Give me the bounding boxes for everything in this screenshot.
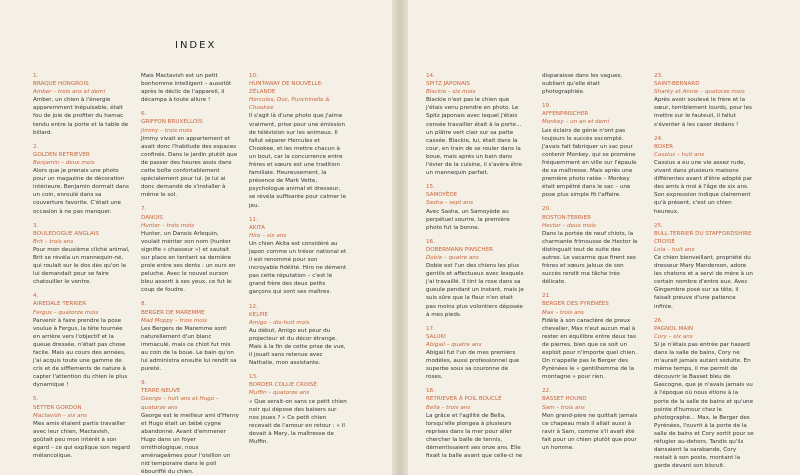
index-entry (426, 325, 524, 382)
entry-text: Après avoir soulevé le frère et la sœur, terriblement lourds, pour les mettre sur le fauteuil, il fallut s'éventer à les caser dedans ! (654, 97, 752, 128)
entry-owner: Jimmy – trois mois (141, 127, 193, 134)
entry-owner: Cory – six ans (654, 333, 693, 340)
entry-owner: Amigo – dix-huit mois (249, 319, 310, 326)
entry-text: Si je n'étais pas entrée par hasard dans la salle de bains, Cory ne m'aurait jamais autant séduite. En même temps, il me permit de découvrir le Basset bleu de Gascogne, que je n'avais jamais vu à l'époque où nous étions à la porte de la salle de bains et qu'une pointe d'humour chez le photographe… Max, le Berger des Pyrénées, l'ouvrit à la porte de la salle de bains et Cory sortit pour se réfugier au-dehors. Tandis qu'ils dansaient la sarabande, Cory restait à son poste, montant la garde devant son biscuit. (654, 341, 754, 470)
entry-number: 1. (33, 73, 39, 79)
column-4 (426, 72, 524, 466)
page-title: INDEX (175, 40, 217, 51)
entry-number: 20. (542, 206, 551, 213)
entry-title: BRAQUE HONGROIS (33, 81, 89, 88)
entry-owner: Brit – trois ans (33, 238, 74, 245)
entry-title: HUNTAWAY DE NOUVELLE-ZÉLANDE (249, 81, 324, 96)
entry-number: 2. (33, 143, 39, 150)
column-6 (654, 72, 754, 475)
entry-owner: Blackie – six mois (426, 89, 476, 96)
entry-owner: Sharky et Annie – quatorze mois (654, 89, 745, 96)
entry-text: Jimmy vivait en appartement et avait donc l'habitude des espaces confinés. Dans le jardin plutôt que de passer des heures assis dans cette boîte confortablement spécialement pour lui. Je lui ai donc demandé de s'installer à même le sol. (141, 135, 238, 199)
index-entry (141, 379, 239, 475)
index-entry (33, 222, 131, 287)
entry-title: GOLDEN RETRIEVER (33, 151, 90, 158)
entry-text: George est le meilleur ami d'Henry et Hugo était un bébé cygne abandonné. Avant d'emmener Hugo dans un foyer ornithologique, nous aménageâmes pour l'oisillon un nid temporaire dans le poil ébouriffé du chien. (141, 412, 239, 475)
entry-title: BERGER DES PYRÉNÉES (542, 301, 609, 308)
entry-text: Mais Mactavish est un petit bonhomme intelligent – aussitôt après le déclic de l'appareil, il décampa à toute allure ! (141, 73, 232, 104)
entry-owner: Hercules, Doc, Punchinello & Chookee (249, 97, 330, 112)
entry-owner: Hector – deux mois (542, 222, 596, 229)
entry-number: 18. (426, 388, 435, 395)
entry-text: Mon grand-père ne quittait jamais ce chapeau mais il allait aussi à ravir à Sam, comme s'il avait été fait pour un chien plutôt que pour un homme. (542, 412, 638, 452)
entry-title: AIREDALE TERRIER (33, 301, 87, 308)
entry-number: 10. (249, 73, 258, 79)
entry-number: 11. (249, 216, 258, 223)
entry-text: Amber, un chien à l'énergie apparemment inépuisable, était fou de joie de profiter du hamac tendu entre la porte et la table de billard. (33, 97, 129, 136)
entry-number: 26. (654, 317, 663, 324)
index-entry (249, 216, 347, 297)
index-entry (542, 292, 640, 381)
index-entry (654, 317, 754, 471)
entry-owner: Mad Moppy – trois mois (141, 317, 208, 324)
entry-number: 12. (249, 303, 258, 310)
index-entry (33, 143, 131, 216)
entry-title: SPITZ JAPONAIS (426, 81, 470, 88)
index-entry (141, 300, 239, 373)
entry-number: 19. (542, 103, 551, 110)
entry-owner: Hunter – trois mois (141, 222, 195, 229)
index-entry (33, 72, 131, 137)
entry-text: Mes amis étaient partis travailler avec leur chien, Mactavish, goûtait peu mon intérêt à son égard – ce qui explique son regard mélancolique. (33, 420, 130, 460)
entry-title: SALUKI (426, 333, 446, 340)
entry-owner: Max – trois ans (542, 309, 584, 316)
entry-number: 15. (426, 184, 435, 191)
index-entry (426, 238, 524, 319)
entry-title: SAINT-BERNARD (654, 81, 700, 88)
entry-number: 25. (654, 222, 663, 229)
entry-title: DANOIS (141, 214, 163, 221)
entry-owner: Fergus – quatorze mois (33, 309, 99, 316)
index-entry (249, 373, 347, 446)
entry-text: Cassius a eu une vie assez rude, vivant dans plusieurs maisons différentes avant d'être adopté par des amis à moi à l'âge de six ans. Son expression indique clairement qu'à présent, c'est un chien heureux. (654, 159, 753, 215)
entry-title: GRIFFON BRUXELLOIS (141, 119, 203, 126)
entry-title: KELPIE (249, 311, 268, 318)
entry-title: BULL-TERRIER DU STAFFORDSHIRE CROISÉ (654, 230, 752, 245)
index-entry (249, 72, 347, 210)
entry-owner: Abigail – quatre ans (426, 341, 482, 348)
entry-owner: Amber – trois ans et demi (33, 89, 106, 96)
entry-text: Il s'agit là d'une photo que j'aime vraiment, prise pour une émission de télévision sur les animaux. Il fallut séparer Hercules et Chookee, et les mettre chacun à un bout, car la concurrence entre frères et sœurs est une tradition familiale. Heureusement, la présence de Mark Vette, psychologue animal et dresseur, se révéla suffisante pour calmer le jeu. (249, 113, 347, 209)
entry-text: Au début, Amigo eut peur du projecteur et du décor étrange. Mais à la fin de cette prise de vue, il jouait sans retenue avec Nathalie, mon assistante. (249, 327, 346, 367)
entry-title: SAMOYÈDE (426, 192, 458, 199)
entry-text: Parvenir à faire prendre la pose voulue à Fergus, la tête tournée en arrière vers l'objectif et la queue dressée, n'était pas chose facile. Mais au cours des années, j'ai acquis toute une gamme de cris et de sifflements de nature à capter l'attention du chien le plus dynamique ! (33, 317, 128, 389)
entry-title: RETRIEVER À POIL BOUCLÉ (426, 396, 502, 403)
entry-title: TERRE-NEUVE (141, 388, 181, 395)
entry-text: Hunter, un Danois Arlequin, voulait mériter son nom (hunter signifie « chasseur ») et sautait sur place en tentant sa dernière proie entre ses dents : un ours en peluche. Avec le nouvel ourson bleu assorti à ses yeux, ce fut le coup de foudre. (141, 230, 236, 294)
entry-number: 22. (542, 388, 551, 395)
entry-number: 7. (141, 206, 147, 213)
column-1 (33, 72, 131, 466)
entry-owner: Hiro – six ans (249, 232, 287, 239)
entry-owner: Sam – trois ans (542, 404, 585, 411)
entry-text: Fidèle à son caractère de preux chevalier, Max n'eut aucun mal à rester en équilibre entre deux tas de pierres, bien que ce soit un exploit pour n'importe quel chien. On n'appelle pas le Berger des Pyrénées le « gentilhomme de la montagne » pour rien. (542, 317, 637, 381)
entry-text: Ce chien bienveillant, propriété du dresseur Mary Manderson, adore les chatons et a servi de mère à un certain nombre d'entre eux. Avec Gingembre posé sur sa tête, il faisait preuve d'une patience infinie. (654, 254, 753, 310)
entry-title: AFFENPINSCHER (542, 111, 589, 118)
entry-title: PAGNOL MAIN (654, 325, 694, 332)
entry-text: Alors que je prenais une photo pour un magazine de décoration intérieure, Benjamin dormait dans un coin, enroulé dans sa couverture favorite. C'était une occasion à ne pas manquer. (33, 168, 129, 215)
entry-number: 3. (33, 222, 39, 229)
column-2 (141, 72, 239, 475)
entry-text: Abigail fut l'un de mes premiers modèles, aussi professionnel que superbe sous sa couronne de roses. (426, 350, 520, 381)
index-entry (426, 387, 524, 460)
entry-text: « Que serait-on sans ce petit chien noir qui dépose des baisers sur nos joues ? » Ce petit chien recevait de l'amour en retour : « Il devait à Mary, la maîtresse de Muffin. (249, 398, 347, 446)
index-entry (654, 72, 754, 129)
entry-title: BASSET HOUND (542, 396, 587, 403)
entry-title: BERGER DE MAREMME (141, 309, 205, 316)
entry-number: 24. (654, 135, 663, 142)
entry-number: 6. (141, 111, 147, 118)
entry-text: Dans la portée de neuf chiots, la charmante frimousse de Hector le distinguait tout de suite des autres. Le vacarme que firent ses frères et sœurs jaloux de son succès rendit ma tâche très délicate. (542, 230, 638, 286)
entry-text: La grâce et l'agilité de Bella, lorsqu'elle plongea à plusieurs reprises dans la mer pour aller chercher la balle de tennis, démentissaient ses onze ans. Elle fixait la balle avant que celle-ci ne (426, 412, 523, 460)
index-entry (426, 72, 524, 177)
entry-number: 8. (141, 301, 147, 308)
entry-title: BOSTON-TERRIER (542, 214, 591, 221)
entry-owner: Sasha – sept ans (426, 200, 473, 207)
entry-number: 4. (33, 293, 39, 300)
entry-number: 17. (426, 325, 435, 332)
entry-text: Avec Sasha, un Samoyède au perpétuel sourire, la première photo fut la bonne. (426, 208, 510, 231)
entry-owner: George – huit ans et Hugo – quatorze ans (141, 396, 219, 411)
book-gutter (392, 0, 408, 475)
entry-owner: Benjamin – deux mois (33, 159, 95, 166)
entry-title: DOBERMANN PINSCHER (426, 246, 494, 253)
entry-number: 5. (33, 396, 39, 403)
entry-owner: Muffin – quatorze ans (249, 390, 310, 397)
index-entry (141, 72, 239, 104)
entry-text: Les éclairs de génie n'ont pas toujours le succès escompté. J'avais fait fabriquer un sac pour contenir Monkey, qui se promène fréquemment en ville sur l'épaule de sa maîtresse. Mais après une première photo ratée – Monkey était empêtré dans le sac – une pose plus simple fit l'affaire. (542, 127, 637, 199)
index-entry (141, 110, 239, 199)
index-entry (542, 102, 640, 199)
entry-number: 9. (141, 380, 147, 387)
index-entry (33, 292, 131, 389)
index-entry (426, 183, 524, 232)
index-entry (654, 135, 754, 216)
entry-text: Dobie est l'un des chiens les plus gentils et affectueux avec lesquels j'ai travaillé. Il tint la rose dans sa gueule pendant un instant, mais je suis sûre que la fleur n'en était pas moins plus volontiers déposée à mes pieds. (426, 263, 524, 318)
column-3 (249, 72, 347, 452)
index-entry (654, 222, 754, 311)
column-5 (542, 72, 640, 458)
entry-text: Les Bergers de Maremme sont naturellement d'un blanc immaculé, mais ce chiot fut mis au coin de la boue. Le bain qu'on lui administra ensuite lui rendit sa pureté. (141, 325, 237, 373)
entry-owner: Cassius – huit ans (654, 151, 705, 158)
index-entry (542, 205, 640, 286)
entry-owner: Mactavish – six ans (33, 412, 88, 419)
entry-owner: Monkey – un an et demi (542, 119, 610, 126)
entry-title: AKITA (249, 224, 265, 231)
entry-number: 16. (426, 238, 435, 245)
entry-title: SETTER GORDON (33, 404, 82, 411)
entry-owner: Lola – huit ans (654, 246, 695, 253)
entry-text: disparaisse dans les vagues, oubliant qu'elle était photographiée. (542, 73, 623, 96)
index-entry (141, 205, 239, 294)
index-entry (542, 72, 640, 96)
index-entry (542, 387, 640, 452)
entry-text: Blackie n'est pas le chien que j'étais venu prendre en photo. Le Spitz japonais avec lequel j'étais censée travailler était à la porte… un plâtre vert clair sur sa patte cassée. Blackie, lui, était dans la cour, en train de se rouler dans la boue, mais après un bain dans l'évier de la cuisine, il s'avéra être un mannequin parfait. (426, 97, 522, 177)
entry-number: 23. (654, 73, 663, 79)
entry-number: 21. (542, 293, 551, 300)
index-entry (33, 395, 131, 460)
entry-text: Pour mon deuxième cliché animal, Brit se révéla un mannequin-né, qui roulait sur le dos dès qu'on le lui demandait pour se faire chatouiller le ventre. (33, 246, 130, 286)
index-entry (249, 303, 347, 368)
entry-title: BORDER COLLIE CROISÉ (249, 382, 317, 389)
entry-number: 13. (249, 374, 258, 381)
entry-text: Un chien Akita est considéré au Japon comme un trésor national et il est renommé pour son incroyable fidélité. Hiro ne dément pas cette réputation – c'est le grand frère des deux petits garçons qui sont ses maîtres. (249, 240, 347, 296)
entry-number: 14. (426, 73, 435, 79)
entry-owner: Dobie – quatre ans (426, 254, 479, 261)
entry-owner: Bella – trois ans (426, 404, 471, 411)
entry-title: BOXER (654, 143, 674, 150)
entry-title: BOULEDOGUE ANGLAIS (33, 230, 99, 237)
